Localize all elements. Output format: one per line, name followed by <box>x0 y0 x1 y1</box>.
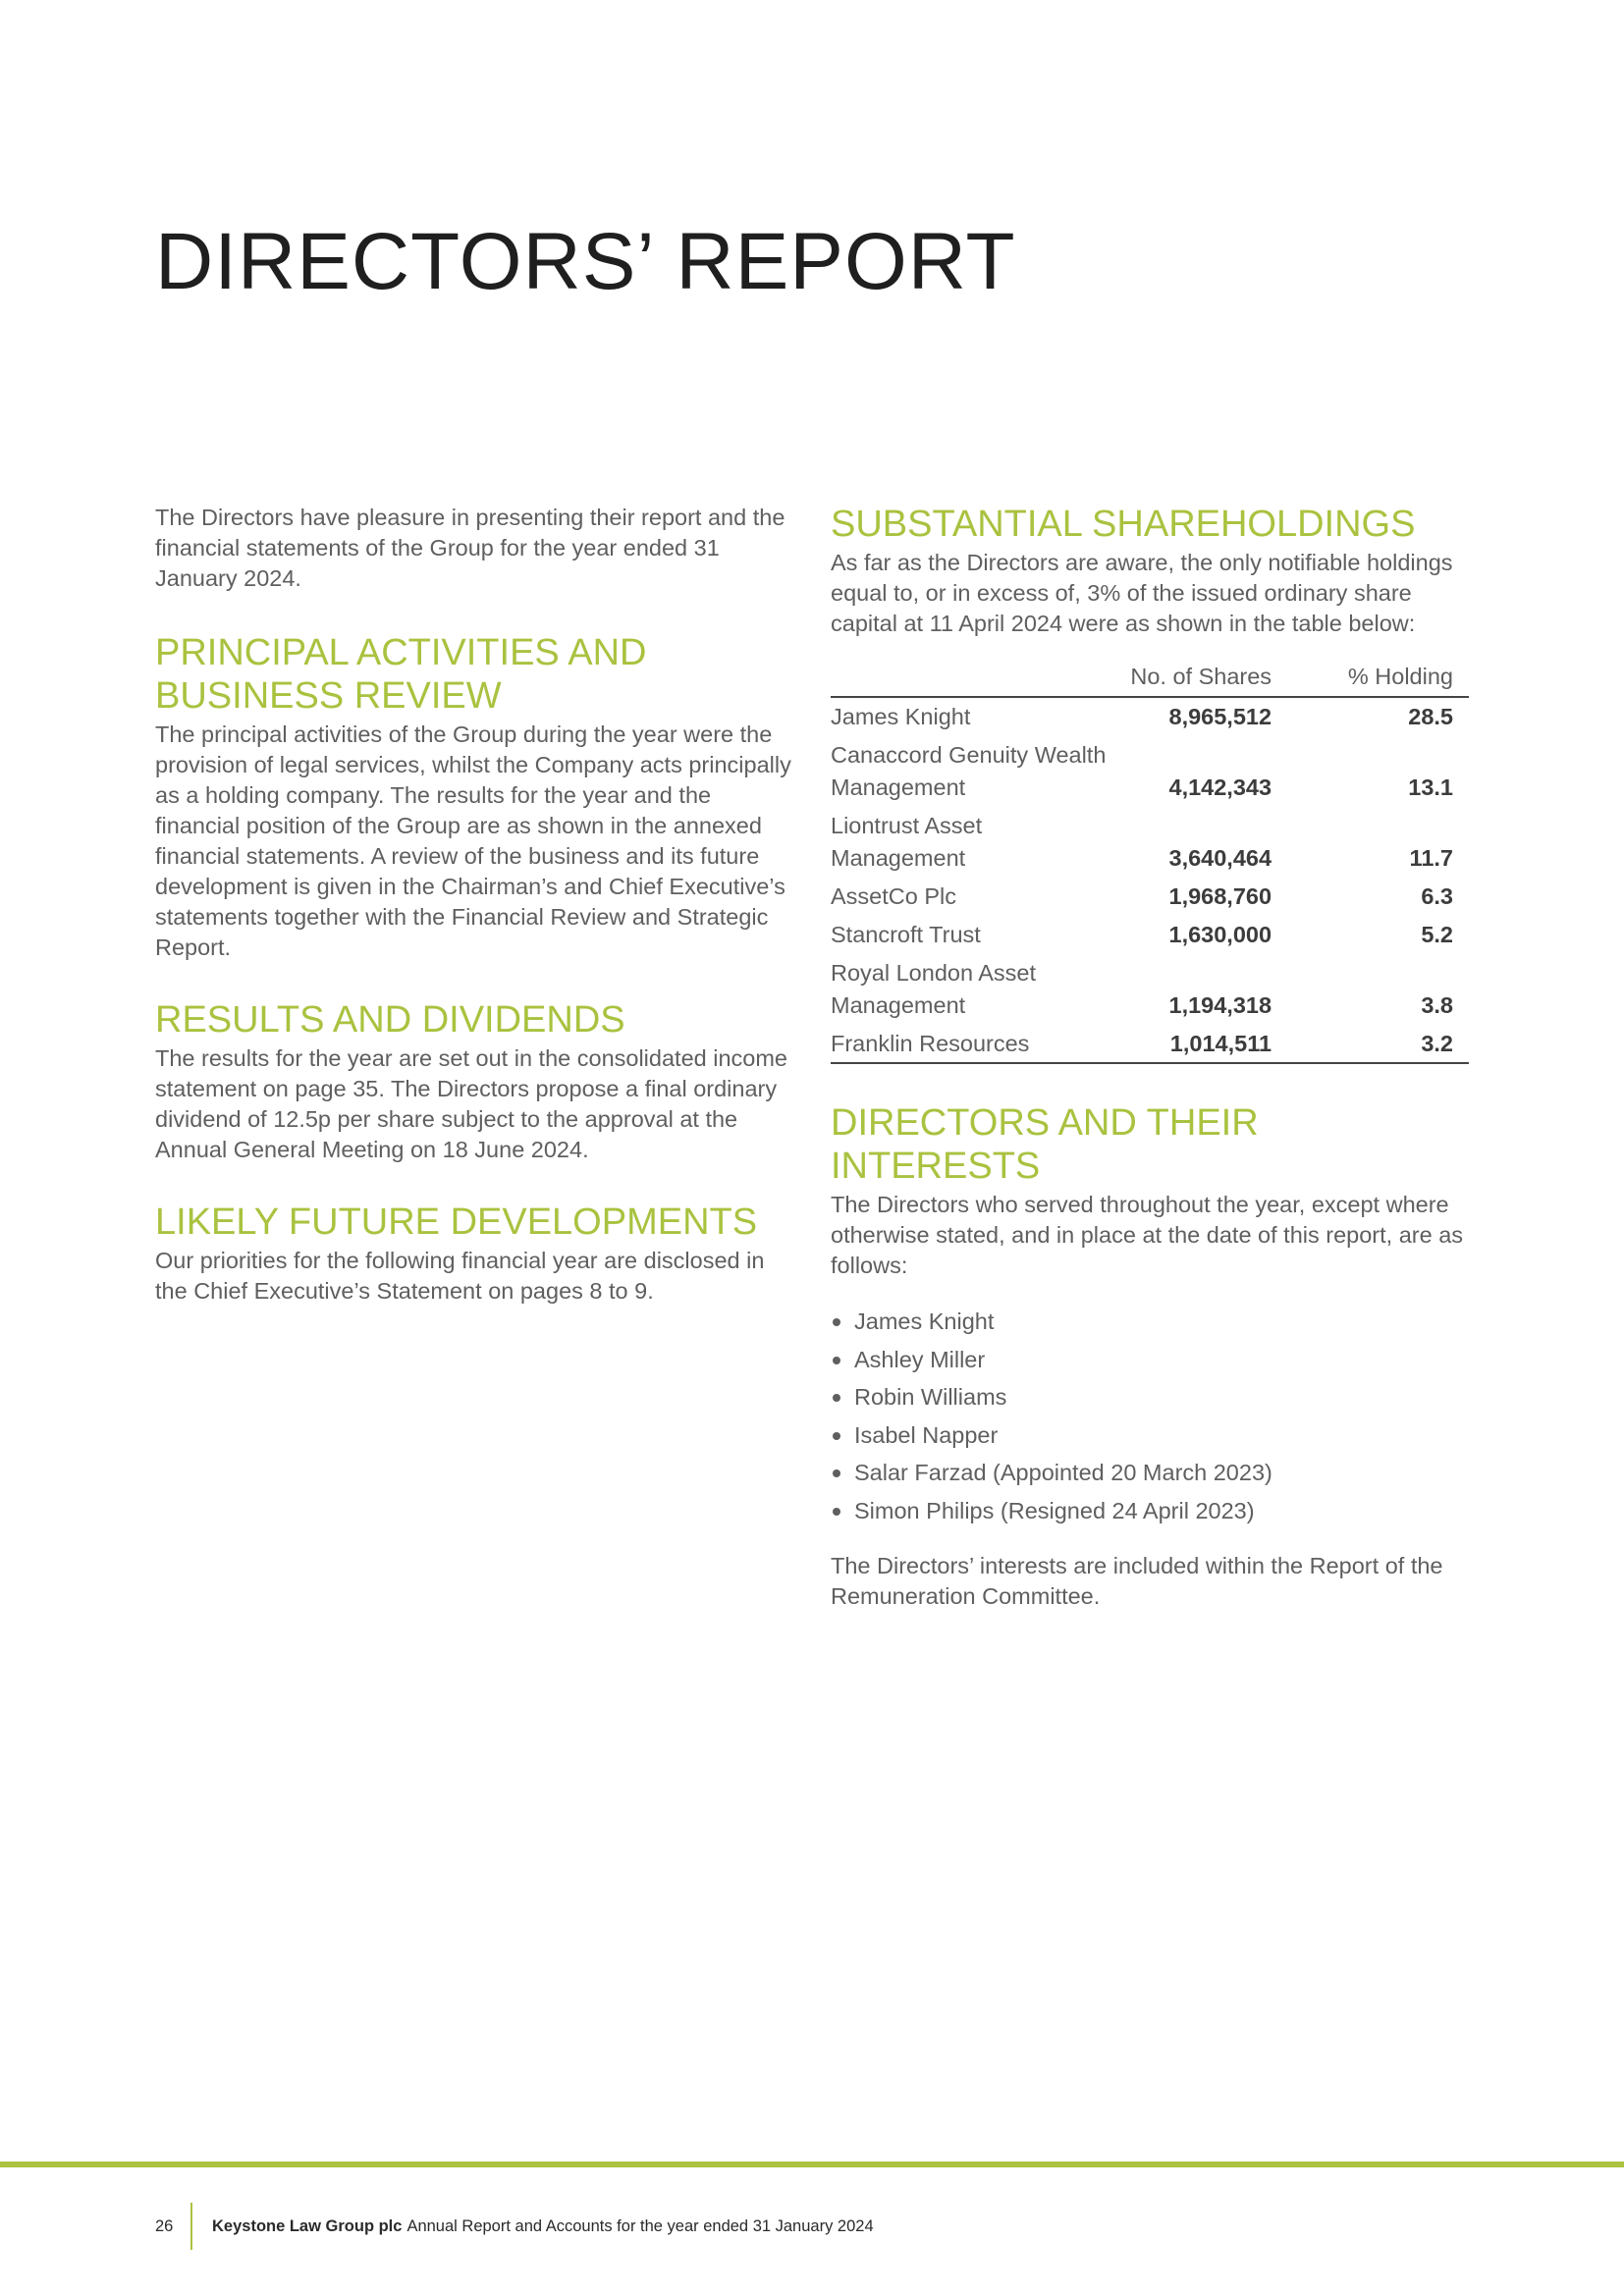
table-row <box>831 736 1469 807</box>
holding-cell: 3.8 <box>1421 992 1453 1018</box>
column-header-name <box>831 661 1115 697</box>
table-row <box>831 916 1469 954</box>
holding-cell: 6.3 <box>1421 883 1453 909</box>
shareholdings-body: As far as the Directors are aware, the only notifiable holdings equal to, or in excess of, 3% of the issued ordinary share capital at 11 April 2024 were as shown in the table below: <box>831 550 1453 636</box>
directors-list <box>831 1303 1469 1529</box>
table-row <box>831 1025 1469 1063</box>
column-header-holding: % Holding <box>1272 661 1469 697</box>
results-dividends-heading: RESULTS AND DIVIDENDS <box>155 999 625 1041</box>
table-row <box>831 878 1469 916</box>
footer-company: Keystone Law Group plc <box>212 2216 403 2235</box>
list-item: Robin Williams <box>831 1378 1469 1416</box>
future-developments-section <box>155 1201 793 1307</box>
principal-activities-body: The principal activities of the Group during the year were the provision of legal services, whilst the Company acts principally as a holding company. The results for the year and the financial position of the Group are as shown in the annexed financial statements. A review of the business and its future development is given in the Chairman’s and Chief Executive’s statements together with the Financial Review and Strategic Report. <box>155 721 791 960</box>
table-header-row <box>831 661 1469 697</box>
principal-activities-section <box>155 631 793 963</box>
table-row <box>831 954 1469 1025</box>
shareholder-name: Royal London Asset Management <box>831 960 1037 1018</box>
page-footer <box>155 2203 874 2250</box>
shares-cell: 4,142,343 <box>1168 774 1272 800</box>
left-column <box>155 503 793 1342</box>
footer-report-title: Annual Report and Accounts for the year ended 31 January 2024 <box>406 2216 874 2235</box>
page-number: 26 <box>155 2216 174 2235</box>
results-dividends-body: The results for the year are set out in the consolidated income statement on page 35. The Directors propose a final ordinary dividend of 12.5p per share subject to the approval at the Annual General Meeting on 18 June 2024. <box>155 1045 787 1162</box>
list-item: Simon Philips (Resigned 24 April 2023) <box>831 1492 1469 1530</box>
shareholder-name: James Knight <box>831 704 971 729</box>
directors-body: The Directors who served throughout the year, except where otherwise stated, and in place at the date of this report, are as follows: <box>831 1192 1464 1278</box>
holding-cell: 11.7 <box>1409 845 1453 871</box>
directors-closing: The Directors’ interests are included within the Report of the Remuneration Committee. <box>831 1553 1443 1609</box>
shares-cell: 1,630,000 <box>1168 922 1272 947</box>
directors-heading: DIRECTORS AND THEIR INTERESTS <box>831 1102 1259 1187</box>
shares-cell: 3,640,464 <box>1168 845 1272 871</box>
shares-cell: 8,965,512 <box>1168 704 1272 729</box>
list-item: James Knight <box>831 1303 1469 1341</box>
principal-activities-heading: PRINCIPAL ACTIVITIES AND BUSINESS REVIEW <box>155 632 647 717</box>
shares-cell: 1,968,760 <box>1168 883 1272 909</box>
column-header-shares: No. of Shares <box>1115 661 1272 697</box>
table-row <box>831 807 1469 878</box>
shareholder-name: Stancroft Trust <box>831 922 981 947</box>
holding-cell: 13.1 <box>1408 774 1453 800</box>
future-developments-body: Our priorities for the following financial year are disclosed in the Chief Executive’s Statement on pages 8 to 9. <box>155 1248 765 1304</box>
shares-cell: 1,194,318 <box>1168 992 1272 1018</box>
table-row <box>831 697 1469 736</box>
holding-cell: 3.2 <box>1272 1025 1469 1063</box>
intro-paragraph: The Directors have pleasure in presenting their report and the financial statements of the Group for the year ended 31 January 2024. <box>155 505 785 591</box>
shareholder-name: Franklin Resources <box>831 1025 1115 1063</box>
holding-cell: 5.2 <box>1421 922 1453 947</box>
directors-section <box>831 1101 1469 1612</box>
footer-divider <box>190 2203 192 2250</box>
future-developments-heading: LIKELY FUTURE DEVELOPMENTS <box>155 1201 758 1243</box>
list-item: Isabel Napper <box>831 1416 1469 1455</box>
list-item: Salar Farzad (Appointed 20 March 2023) <box>831 1454 1469 1492</box>
holding-cell: 28.5 <box>1408 704 1453 729</box>
page-title: DIRECTORS’ REPORT <box>155 217 1016 306</box>
shareholdings-heading: SUBSTANTIAL SHAREHOLDINGS <box>831 504 1416 545</box>
results-dividends-section <box>155 998 793 1165</box>
shareholder-name: AssetCo Plc <box>831 883 956 909</box>
shares-cell: 1,014,511 <box>1115 1025 1272 1063</box>
list-item: Ashley Miller <box>831 1341 1469 1379</box>
shareholder-name: Liontrust Asset Management <box>831 813 983 871</box>
shareholder-name: Canaccord Genuity Wealth Management <box>831 742 1107 800</box>
right-column <box>831 503 1469 1612</box>
footer-rule <box>0 2162 1624 2167</box>
shareholdings-table <box>831 661 1469 1064</box>
